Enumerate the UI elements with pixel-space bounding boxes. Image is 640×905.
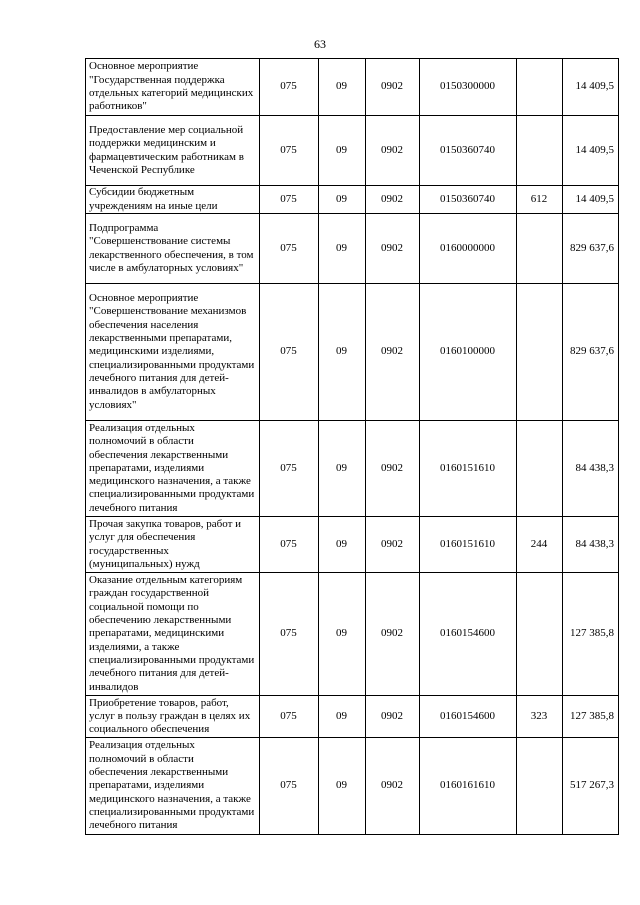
row-target-code: 0160161610	[420, 738, 517, 835]
page-number: 63	[314, 37, 326, 51]
table-row	[86, 284, 619, 421]
row-subsection: 0902	[366, 214, 420, 284]
row-grbs: 075	[260, 517, 319, 573]
row-name: Субсидии бюджетным учреждениям на иные цели	[86, 186, 260, 214]
row-subsection: 0902	[366, 116, 420, 186]
row-sum: 84 438,3	[563, 421, 619, 517]
row-expense-type	[517, 421, 563, 517]
table-row	[86, 517, 619, 573]
row-grbs: 075	[260, 186, 319, 214]
row-subsection: 0902	[366, 59, 420, 116]
row-name: Предоставление мер социальной поддержки медицинским и фармацевтическим работникам в Чеченской Республике	[86, 116, 260, 186]
row-target-code: 0160000000	[420, 214, 517, 284]
row-expense-type: 612	[517, 186, 563, 214]
row-grbs: 075	[260, 421, 319, 517]
table-row	[86, 186, 619, 214]
row-expense-type: 244	[517, 517, 563, 573]
row-sum: 14 409,5	[563, 59, 619, 116]
table-row	[86, 738, 619, 835]
row-expense-type	[517, 738, 563, 835]
row-target-code: 0150360740	[420, 186, 517, 214]
row-section: 09	[319, 284, 366, 421]
row-name: Подпрограмма "Совершенствование системы лекарственного обеспечения, в том числе в амбулаторных условиях"	[86, 214, 260, 284]
row-expense-type	[517, 116, 563, 186]
row-sum: 829 637,6	[563, 214, 619, 284]
row-name: Оказание отдельным категориям граждан государственной социальной помощи по обеспечению лекарственными препаратами, медицинскими изделиями, а также специализированными продуктами лечебного питания для детей-инвалидов	[86, 573, 260, 696]
row-grbs: 075	[260, 696, 319, 738]
row-sum: 517 267,3	[563, 738, 619, 835]
row-section: 09	[319, 214, 366, 284]
row-target-code: 0160100000	[420, 284, 517, 421]
row-grbs: 075	[260, 116, 319, 186]
row-expense-type	[517, 214, 563, 284]
row-target-code: 0160154600	[420, 573, 517, 696]
row-grbs: 075	[260, 573, 319, 696]
row-expense-type	[517, 284, 563, 421]
row-name: Реализация отдельных полномочий в области обеспечения лекарственными препаратами, изделиями медицинского назначения, а также специализированными продуктами лечебного питания	[86, 421, 260, 517]
row-expense-type: 323	[517, 696, 563, 738]
row-name: Приобретение товаров, работ, услуг в пользу граждан в целях их социального обеспечения	[86, 696, 260, 738]
row-section: 09	[319, 573, 366, 696]
row-sum: 127 385,8	[563, 696, 619, 738]
table-row	[86, 573, 619, 696]
row-sum: 14 409,5	[563, 186, 619, 214]
row-subsection: 0902	[366, 573, 420, 696]
row-target-code: 0160154600	[420, 696, 517, 738]
row-name: Реализация отдельных полномочий в области обеспечения лекарственными препаратами, изделиями медицинского назначения, а также специализированными продуктами лечебного питания	[86, 738, 260, 835]
row-grbs: 075	[260, 59, 319, 116]
row-sum: 84 438,3	[563, 517, 619, 573]
row-subsection: 0902	[366, 421, 420, 517]
row-expense-type	[517, 573, 563, 696]
row-name: Прочая закупка товаров, работ и услуг для обеспечения государственных (муниципальных) нужд	[86, 517, 260, 573]
row-target-code: 0160151610	[420, 517, 517, 573]
row-subsection: 0902	[366, 284, 420, 421]
row-section: 09	[319, 186, 366, 214]
row-grbs: 075	[260, 738, 319, 835]
table-row	[86, 116, 619, 186]
row-section: 09	[319, 738, 366, 835]
row-subsection: 0902	[366, 517, 420, 573]
table-row	[86, 214, 619, 284]
row-subsection: 0902	[366, 738, 420, 835]
table-row	[86, 696, 619, 738]
row-sum: 127 385,8	[563, 573, 619, 696]
row-grbs: 075	[260, 214, 319, 284]
budget-table	[85, 58, 619, 835]
table-row	[86, 421, 619, 517]
row-section: 09	[319, 116, 366, 186]
row-target-code: 0160151610	[420, 421, 517, 517]
row-name: Основное мероприятие "Государственная поддержка отдельных категорий медицинских работников"	[86, 59, 260, 116]
row-sum: 829 637,6	[563, 284, 619, 421]
row-section: 09	[319, 696, 366, 738]
row-target-code: 0150300000	[420, 59, 517, 116]
row-section: 09	[319, 517, 366, 573]
table-row	[86, 59, 619, 116]
row-section: 09	[319, 59, 366, 116]
row-name: Основное мероприятие "Совершенствование механизмов обеспечения населения лекарственными препаратами, медицинскими изделиями, специализированными продуктами лечебного питания для детей-инвалидов в амбулаторных условиях"	[86, 284, 260, 421]
row-expense-type	[517, 59, 563, 116]
row-grbs: 075	[260, 284, 319, 421]
row-subsection: 0902	[366, 186, 420, 214]
row-target-code: 0150360740	[420, 116, 517, 186]
row-section: 09	[319, 421, 366, 517]
row-subsection: 0902	[366, 696, 420, 738]
row-sum: 14 409,5	[563, 116, 619, 186]
